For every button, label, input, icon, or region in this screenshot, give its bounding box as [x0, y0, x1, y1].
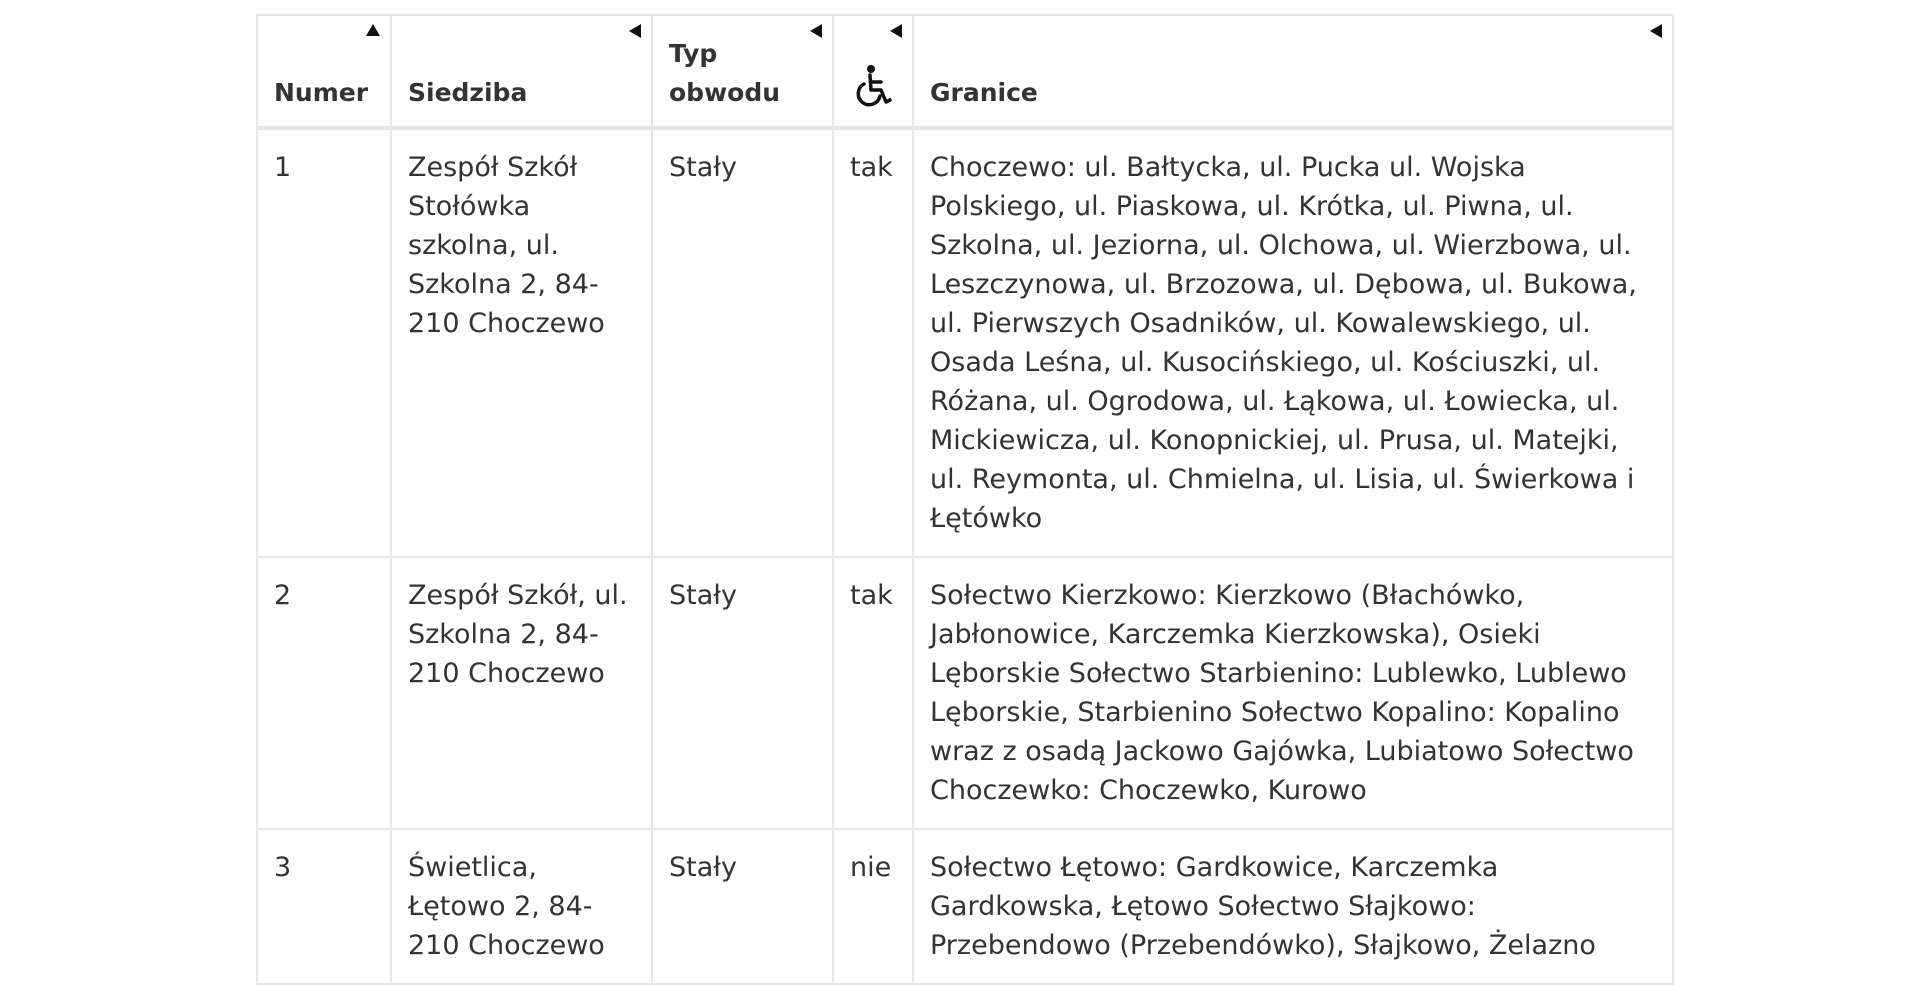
cell-number: 3	[257, 829, 391, 984]
column-header-type-label: Typ obwodu	[669, 39, 781, 107]
column-header-accessibility[interactable]	[833, 15, 913, 128]
column-header-boundaries[interactable]	[913, 15, 1673, 128]
column-header-boundaries-label: Granice	[930, 78, 1038, 107]
wheelchair-icon	[850, 64, 892, 108]
cell-accessible: tak	[833, 557, 913, 829]
table-row	[257, 557, 1673, 829]
column-header-type[interactable]	[652, 15, 833, 128]
cell-boundaries: Choczewo: ul. Bałtycka, ul. Pucka ul. Wojska Polskiego, ul. Piaskowa, ul. Krótka, ul. Piwna, ul. Szkolna, ul. Jeziorna, ul. Olchowa, ul. Wierzbowa, ul. Leszczynowa, ul. Brzozowa, ul. Dębowa, ul. Bukowa, ul. Pierwszych Osadników, ul. Kowalewskiego, ul. Osada Leśna, ul. Kusocińskiego, ul. Kościuszki, ul. Różana, ul. Ogrodowa, ul. Łąkowa, ul. Łowiecka, ul. Mickiewicza, ul. Konopnickiej, ul. Prusa, ul. Matejki, ul. Reymonta, ul. Chmielna, ul. Lisia, ul. Świerkowa i Łętówko	[913, 128, 1673, 557]
cell-type: Stały	[652, 557, 833, 829]
sort-unsorted-icon	[890, 24, 902, 38]
column-header-seat[interactable]	[391, 15, 652, 128]
cell-boundaries: Sołectwo Kierzkowo: Kierzkowo (Błachówko, Jabłonowice, Karczemka Kierzkowska), Osieki Lęborskie Sołectwo Starbienino: Lublewko, Lublewo Lęborskie, Starbienino Sołectwo Kopalino: Kopalino wraz z osadą Jackowo Gajówka, Lubiatowo Sołectwo Choczewko: Choczewko, Kurowo	[913, 557, 1673, 829]
sort-unsorted-icon	[1650, 24, 1662, 38]
table-row	[257, 128, 1673, 557]
cell-accessible: nie	[833, 829, 913, 984]
sort-unsorted-icon	[629, 24, 641, 38]
cell-number: 2	[257, 557, 391, 829]
cell-seat: Zespół Szkół Stołówka szkolna, ul. Szkolna 2, 84-210 Choczewo	[391, 128, 652, 557]
polling-districts-table-container	[256, 14, 1672, 985]
sort-unsorted-icon	[810, 24, 822, 38]
table-row	[257, 829, 1673, 984]
cell-number: 1	[257, 128, 391, 557]
column-header-number-label: Numer	[274, 78, 369, 107]
column-header-seat-label: Siedziba	[408, 78, 528, 107]
sort-ascending-icon	[366, 24, 380, 36]
cell-type: Stały	[652, 128, 833, 557]
cell-seat: Świetlica, Łętowo 2, 84-210 Choczewo	[391, 829, 652, 984]
cell-accessible: tak	[833, 128, 913, 557]
polling-districts-table	[256, 14, 1674, 985]
table-header-row	[257, 15, 1673, 128]
cell-seat: Zespół Szkół, ul. Szkolna 2, 84-210 Choczewo	[391, 557, 652, 829]
column-header-number[interactable]	[257, 15, 391, 128]
cell-boundaries: Sołectwo Łętowo: Gardkowice, Karczemka Gardkowska, Łętowo Sołectwo Słajkowo: Przebendowo (Przebendówko), Słajkowo, Żelazno	[913, 829, 1673, 984]
cell-type: Stały	[652, 829, 833, 984]
